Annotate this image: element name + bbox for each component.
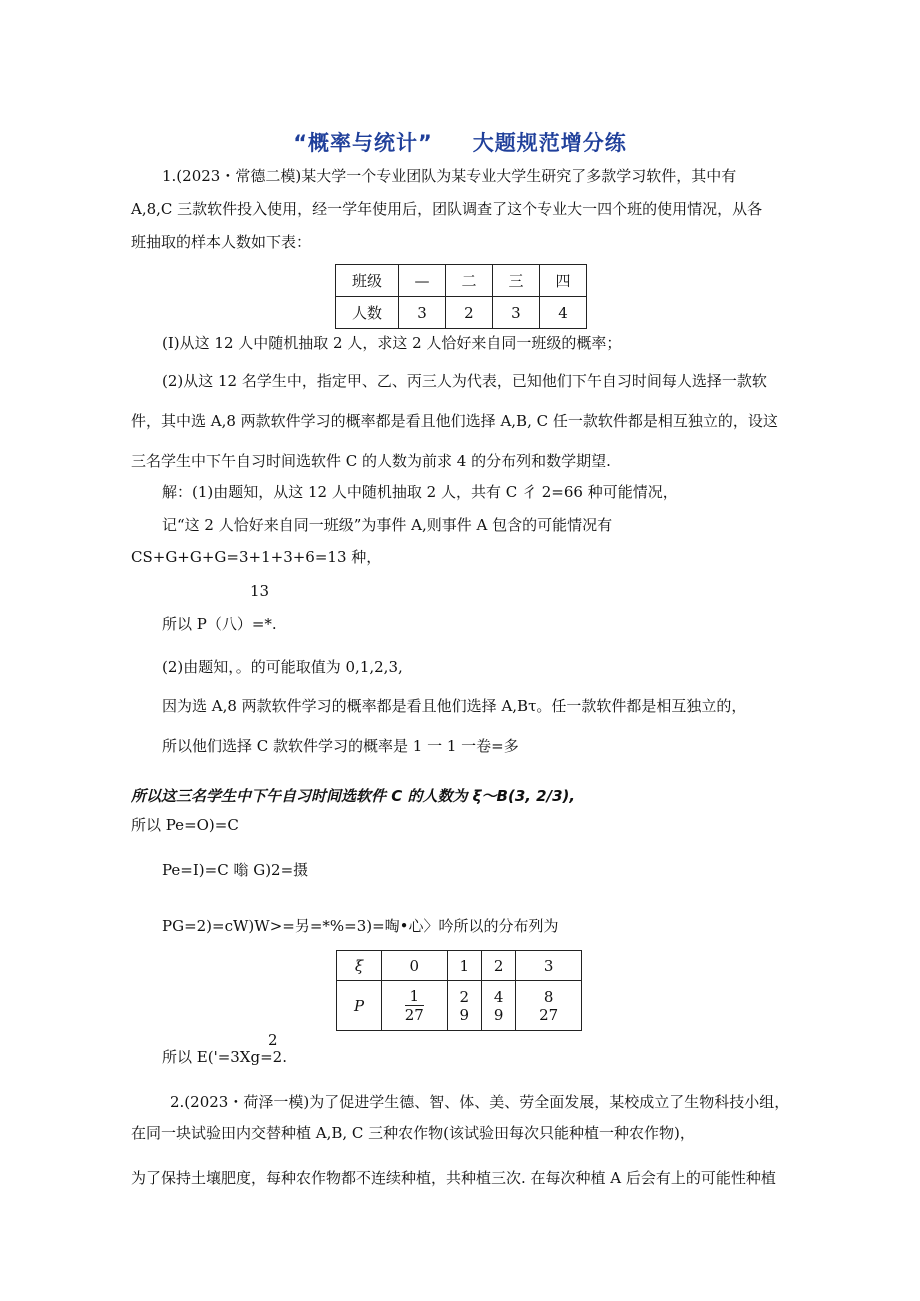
solution-line5: (2)由题知，。的可能取值为 0,1,2,3,	[162, 658, 403, 676]
table1-count-1: 3	[399, 297, 446, 329]
problem2-line2: 在同一块试验田内交替种植 A,B, C 三种农作物(该试验田每次只能种植一种农作物)，	[131, 1124, 695, 1142]
p0-denominator: 27	[404, 1006, 424, 1024]
table2-p-3	[516, 981, 582, 1031]
p0-numerator: 1	[405, 987, 424, 1006]
table2-xi-label: ξ	[337, 951, 382, 981]
solution-line10: Pe=I)=C 嗡 G)2=摄	[162, 861, 309, 879]
table1-class-3: 三	[492, 265, 539, 297]
p3-numerator: 8	[543, 987, 554, 1006]
expectation-superscript: 2	[268, 1031, 278, 1049]
p1-numerator: 2	[459, 987, 470, 1006]
table2-p-1	[447, 981, 481, 1031]
table2-xi-0: 0	[382, 951, 448, 981]
distribution-table	[336, 950, 582, 1031]
table2-p-0	[382, 981, 448, 1031]
table1-header-class: 班级	[336, 265, 399, 297]
p3-denominator: 27	[539, 1005, 559, 1024]
table2-xi-2: 2	[481, 951, 515, 981]
problem2-line3: 为了保持土壤肥度，每种农作物都不连续种植，共种植三次. 在每次种植 A 后会有上的可能性种植	[131, 1169, 776, 1187]
problem1-line1: 1.(2023・常德二模)某大学一个专业团队为某专业大学生研究了多款学习软件，其中有	[162, 167, 737, 185]
table1-class-4: 四	[539, 265, 586, 297]
page-title	[0, 127, 920, 157]
question2-line1: (2)从这 12 名学生中，指定甲、乙、丙三人为代表，已知他们下午自习时间每人选择一款软	[162, 372, 767, 390]
table2-xi-1: 1	[447, 951, 481, 981]
solution-line6: 因为选 A,8 两款软件学习的概率都是看且他们选择 A,Bτ。任一款软件都是相互独立的，	[162, 697, 747, 715]
problem2-line1: 2.(2023・荷泽一模)为了促进学生德、智、体、美、劳全面发展，某校成立了生物科技小组，	[170, 1093, 790, 1111]
p1-denominator: 9	[459, 1005, 470, 1024]
solution-line9: 所以 Pe=O)=C	[131, 816, 239, 834]
table2-p-2	[481, 981, 515, 1031]
solution-line7: 所以他们选择 C 款软件学习的概率是 1 一 1 一卷=多	[162, 737, 519, 755]
solution-line4: 所以 P（八）=*.	[162, 615, 277, 633]
table2-xi-3: 3	[516, 951, 582, 981]
solution-line11: PG=2)=cW)W>=另=*%=3)=啕•心〉吟所以的分布列为	[162, 917, 559, 935]
solution-line3: CS+G+G+G=3+1+3+6=13 种，	[131, 548, 382, 566]
title-left: “概率与统计”	[293, 131, 433, 155]
p2-numerator: 4	[493, 987, 504, 1006]
p2-denominator: 9	[493, 1005, 504, 1024]
question1: (I)从这 12 人中随机抽取 2 人，求这 2 人恰好来自同一班级的概率；	[162, 334, 622, 352]
title-right: 大题规范增分练	[472, 131, 627, 155]
solution-line8-scan: 所以这三名学生中下午自习时间选软件 C 的人数为 ξ～B(3, 2/3),	[131, 787, 576, 805]
solution-line1: 解：(1)由题知，从这 12 人中随机抽取 2 人，共有 C 彳 2=66 种可能情况，	[162, 483, 678, 501]
expectation-line: 所以 E('=3Xg=2.	[162, 1048, 287, 1066]
question2-line2: 件，其中选 A,8 两款软件学习的概率都是看且他们选择 A,B, C 任一款软件都是相互独立的，设这	[131, 412, 778, 430]
class-sample-table	[335, 264, 587, 329]
problem1-line3: 班抽取的样本人数如下表：	[131, 233, 312, 251]
table1-class-1: —	[399, 265, 446, 297]
solution-line2: 记“这 2 人恰好来自同一班级”为事件 A,则事件 A 包含的可能情况有	[162, 516, 613, 534]
problem1-line2: A,8,C 三款软件投入使用，经一学年使用后，团队调查了这个专业大一四个班的使用情况，从各	[131, 200, 763, 218]
table1-count-4: 4	[539, 297, 586, 329]
table1-count-2: 2	[445, 297, 492, 329]
table1-class-2: 二	[445, 265, 492, 297]
solution-fraction-numerator: 13	[250, 582, 270, 600]
table2-p-label: P	[337, 981, 382, 1031]
table1-header-count: 人数	[336, 297, 399, 329]
question2-line3: 三名学生中下午自习时间选软件 C 的人数为前求 4 的分布列和数学期望.	[131, 452, 611, 470]
table1-count-3: 3	[492, 297, 539, 329]
